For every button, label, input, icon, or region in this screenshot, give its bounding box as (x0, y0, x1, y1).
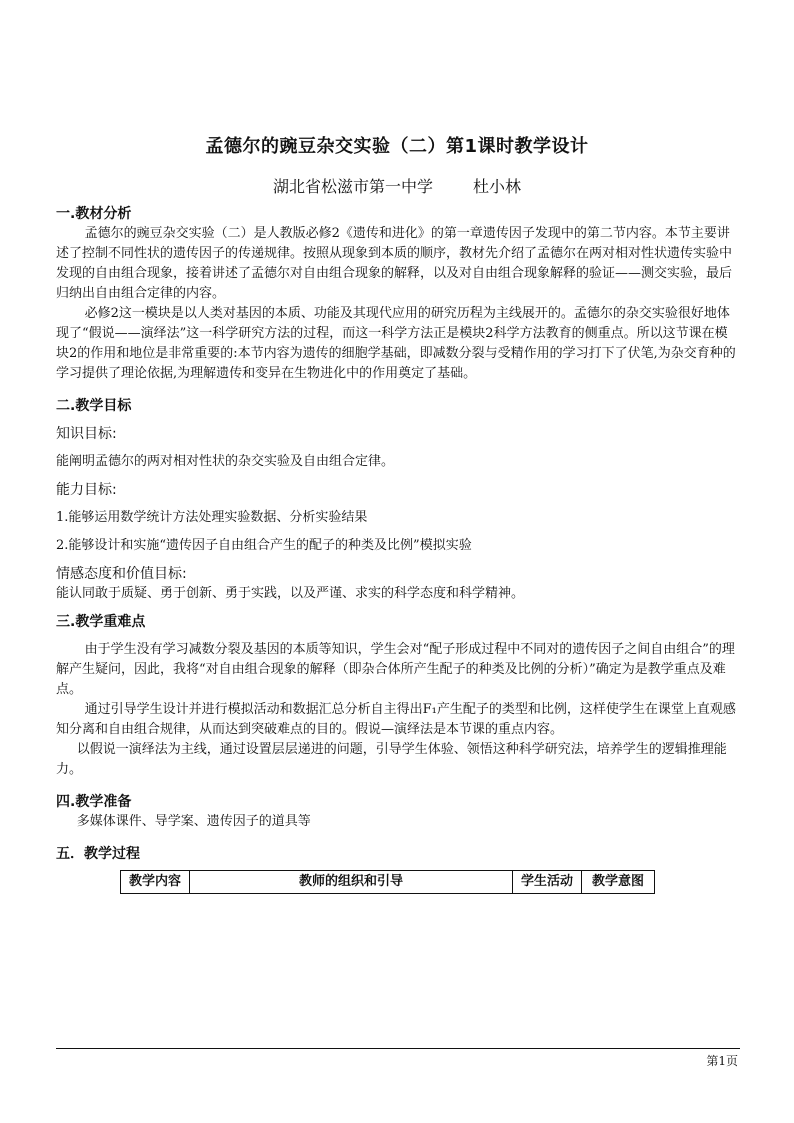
teaching-process-table (120, 870, 655, 894)
author-name: 杜小林 (473, 177, 522, 196)
document-body (56, 204, 740, 894)
emotion-goal-label: 情感态度和价值目标: (56, 566, 187, 582)
table-header-cell: 教学内容 (121, 871, 190, 894)
ability-goal-2: 2.能够设计和实施“遗传因子自由组合产生的配子的种类及比例”模拟实验 (56, 538, 472, 553)
section-heading-2: 二.教学目标 (56, 398, 132, 414)
document-title: 孟德尔的豌豆杂交实验（二）第1课时教学设计 (205, 136, 589, 157)
ability-goal-1: 1.能够运用数学统计方法处理实验数据、分析实验结果 (56, 510, 368, 525)
paragraph: 必修2这一模块是以人类对基因的本质、功能及其现代应用的研究历程为主线展开的。孟德尔的杂交实验很好地体现了“假说——演绎法”这一科学研究方法的过程，而这一科学方法正是模块2科学方法教育的侧重点。所以这节课在模块2的作用和地位是非常重要的:本节内容为遗传的细胞学基础，即减数分裂与受精作用的学习打下了伏笔,为杂交育种的学习提供了理论依据,为理解遗传和变异在生物进化中的作用奠定了基础。 (56, 306, 736, 381)
paragraph: 以假说一演绎法为主线，通过设置层层递进的问题，引导学生体验、领悟这种科学研究法，培养学生的逻辑推理能力。 (56, 742, 727, 777)
footer-divider (56, 1048, 740, 1049)
preparation-text: 多媒体课件、导学案、遗传因子的道具等 (76, 814, 311, 829)
paragraph: 孟德尔的豌豆杂交实验（二）是人教版必修2《遗传和进化》的第一章遗传因子发现中的第二节内容。本节主要讲述了控制不同性状的遗传因子的传递规律。按照从现象到本质的顺序，教材先介绍了孟德尔在两对相对性状遗传实验中发现的自由组合现象，接着讲述了孟德尔对自由组合现象的解释，以及对自由组合现象解释的验证——测交实验，最后归纳出自由组合定律的内容。 (56, 226, 733, 301)
table-header-row (121, 871, 655, 894)
table-header-cell: 教师的组织和引导 (190, 871, 513, 894)
paragraph: 由于学生没有学习减数分裂及基因的本质等知识，学生会对“配子形成过程中不同对的遗传因子之间自由组合”的理解产生疑问，因此，我将“对自由组合现象的解释（即杂合体所产生配子的种类及比例的分析）”确定为是教学重点及难点。 (56, 642, 735, 697)
section-heading-4: 四.教学准备 (56, 794, 132, 810)
paragraph: 通过引导学生设计并进行模拟活动和数据汇总分析自主得出F₁产生配子的类型和比例，这样使学生在课堂上直观感知分离和自由组合规律，从而达到突破难点的目的。假说—演绎法是本节课的重点内容。 (56, 702, 736, 737)
author-line (0, 174, 794, 197)
emotion-goal-text: 能认同敢于质疑、勇于创新、勇于实践，以及严谨、求实的科学态度和科学精神。 (56, 586, 525, 601)
table-header-cell: 学生活动 (513, 871, 582, 894)
knowledge-goal-text: 能阐明孟德尔的两对相对性状的杂交实验及自由组合定律。 (56, 454, 395, 469)
table-header-cell: 教学意图 (582, 871, 655, 894)
section-heading-5: 五．教学过程 (56, 846, 140, 862)
section-heading-1: 一.教材分析 (56, 206, 132, 222)
knowledge-goal-label: 知识目标: (56, 426, 117, 442)
section-heading-3: 三.教学重难点 (56, 614, 146, 630)
page-number: 第1页 (706, 1054, 738, 1068)
author-school: 湖北省松滋市第一中学 (272, 177, 433, 196)
ability-goal-label: 能力目标: (56, 482, 117, 498)
